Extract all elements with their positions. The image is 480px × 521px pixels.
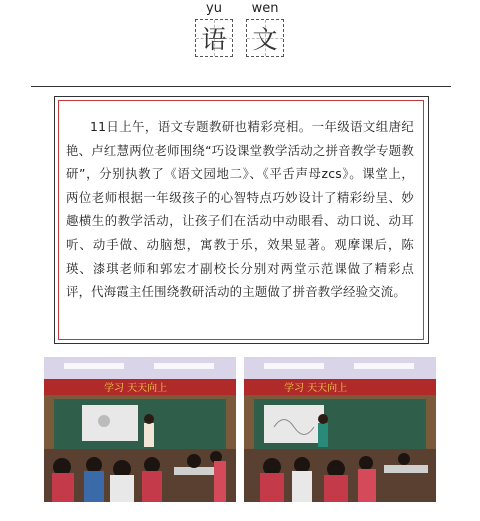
pinyin-yu: yu (206, 1, 222, 16)
hanzi-wen: 文 (252, 25, 278, 54)
hanzi-box-wen (246, 19, 284, 57)
header-divider (31, 86, 451, 87)
banner-text-1: 学习 天天向上 (104, 383, 168, 394)
article-paragraph: 11日上午，语文专题教研也精彩亮相。一年级语文组唐纪艳、卢红慧两位老师围绕“巧设课堂教学活动之拼音教学专题教研”，分别执教了《语文园地二》、《平舌声母zcs》。课堂上，两位老师根据一年级孩子的心智特点巧妙设计了精彩纷呈、妙趣横生的教学活动，让孩子们在活动中动眼看、动口说、动耳听、动手做、动脑想，寓教于乐，效果显著。观摩课后，陈瑛、漆琪老师和郭宏才副校长分别对两堂示范课做了精彩点评，代海霞主任围绕教研活动的主题做了拼音教学经验交流。 (66, 119, 414, 300)
pinyin-wen: wen (251, 1, 279, 16)
classroom-photo-2 (244, 357, 436, 502)
title-header (0, 0, 480, 70)
classroom-photo-1 (44, 357, 236, 502)
hanzi-box-yu (195, 19, 233, 57)
hanzi-yu: 语 (201, 25, 227, 54)
banner-text-2: 学习 天天向上 (284, 383, 348, 394)
